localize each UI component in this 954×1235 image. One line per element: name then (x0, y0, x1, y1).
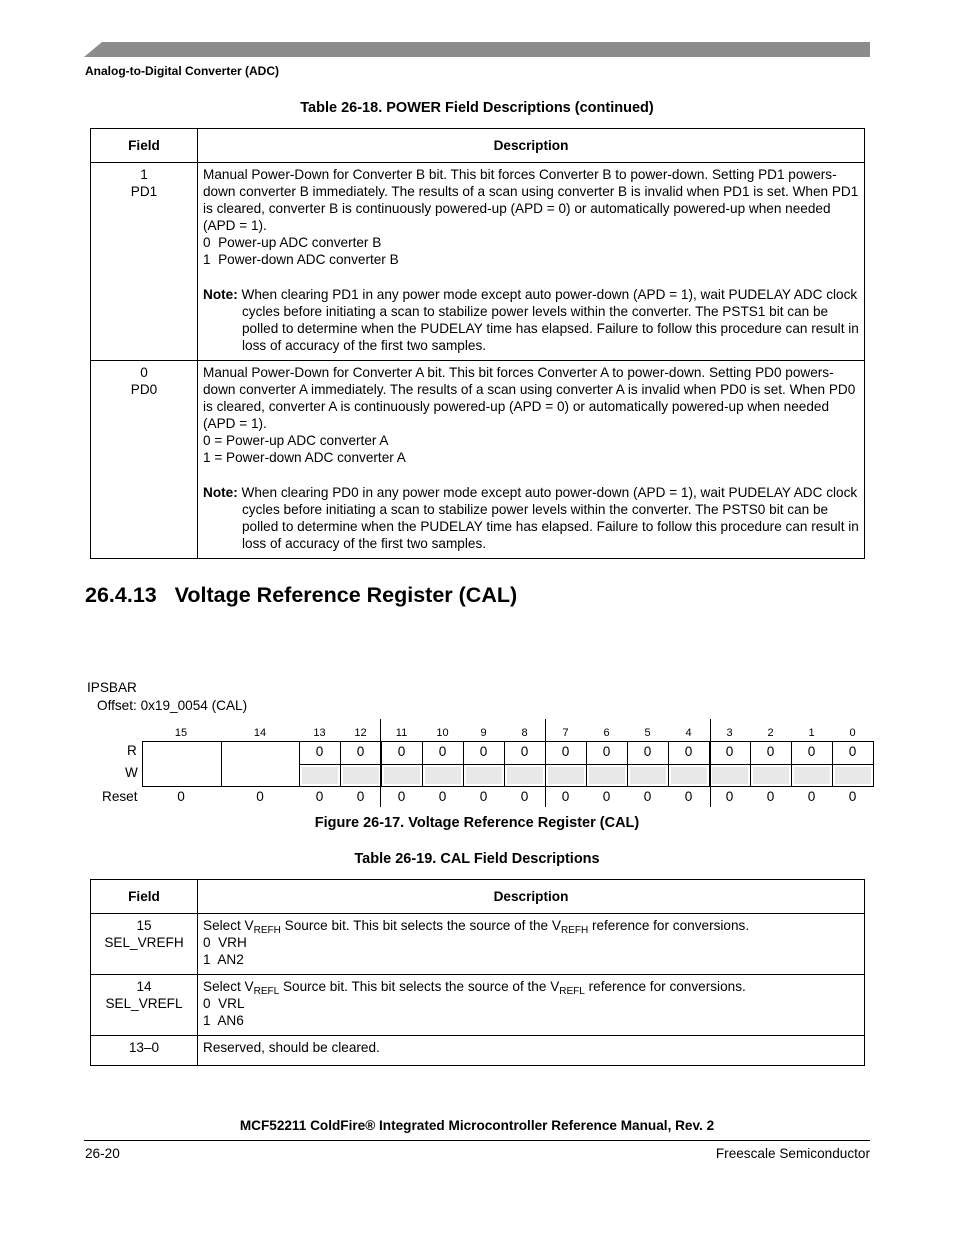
footer-rule (84, 1140, 870, 1141)
bit-number-label: 2 (767, 727, 774, 739)
register-reset-value: 0 (438, 789, 447, 804)
description-cell (198, 163, 865, 361)
option-0: 0 VRH (203, 935, 247, 950)
bit-number: 15 (136, 918, 152, 933)
bit-number-label: 12 (354, 727, 367, 739)
note-text: When clearing PD0 in any power mode except auto power-down (APD = 1), wait PUDELAY ADC clock cycles before initiating a scan to stabilize power levels within the converter. The PSTS0 bit can be polled to determine when the PUDELAY time has elapsed. Failure to follow this procedure can result in loss of accuracy of the first two samples. (241, 485, 859, 551)
field-cell (91, 361, 198, 559)
note-label: Note: (203, 287, 238, 302)
register-w-shade (507, 767, 543, 784)
text-part: Select V (203, 918, 254, 933)
description-cell (198, 914, 865, 975)
bit-number-label: 0 (849, 727, 856, 739)
subscript: REFH (253, 925, 281, 936)
col-description: Description (198, 880, 865, 914)
register-reset-value: 0 (315, 789, 324, 804)
text-part: reference for conversions. (584, 979, 746, 994)
description-text (203, 917, 859, 934)
description-cell (198, 1036, 865, 1066)
field-cell (91, 914, 198, 975)
description-text (203, 978, 859, 995)
register-r-value: 0 (356, 744, 365, 759)
register-w-shade (671, 767, 707, 784)
bit-number-label: 9 (480, 727, 487, 739)
register-r-value: 0 (602, 744, 611, 759)
register-reset-value: 0 (479, 789, 488, 804)
text-part: Select V (203, 979, 254, 994)
register-field-box (142, 741, 222, 787)
option-1: 1 = Power-down ADC converter A (203, 450, 406, 465)
register-r-value: 0 (397, 744, 406, 759)
bit-number-label: 14 (253, 727, 267, 739)
option-1: 1 AN2 (203, 952, 244, 967)
register-r-value: 0 (807, 744, 816, 759)
register-reset-value: 0 (602, 789, 611, 804)
register-r-value: 0 (643, 744, 652, 759)
bit-number: 13–0 (128, 1040, 160, 1055)
footer-company: Freescale Semiconductor (715, 1146, 870, 1161)
register-reset-value: 0 (397, 789, 406, 804)
register-w-shade (753, 767, 789, 784)
register-reset-value: 0 (807, 789, 816, 804)
power-field-table (90, 128, 865, 559)
register-offset: Offset: 0x19_0054 (CAL) (97, 698, 248, 713)
register-w-shade (712, 767, 748, 784)
register-r-value: 0 (561, 744, 570, 759)
figure-caption: Figure 26-17. Voltage Reference Register (CAL) (314, 815, 640, 831)
register-w-shade (630, 767, 666, 784)
option-0: 0 VRL (203, 996, 245, 1011)
register-r-value: 0 (479, 744, 488, 759)
option-0: 0 = Power-up ADC converter A (203, 433, 389, 448)
section-title: 26.4.13 Voltage Reference Register (CAL) (85, 583, 518, 607)
register-w-shade (589, 767, 625, 784)
option-1: 1 AN6 (203, 1013, 244, 1028)
register-reset-value: 0 (643, 789, 652, 804)
note (203, 484, 859, 552)
description-text: Reserved, should be cleared. (203, 1040, 380, 1055)
note-text: When clearing PD1 in any power mode except auto power-down (APD = 1), wait PUDELAY ADC clock cycles before initiating a scan to stabilize power levels within the converter. The PSTS1 bit can be polled to determine when the PUDELAY time has elapsed. Failure to follow this procedure can result in loss of accuracy of the first two samples. (241, 287, 859, 353)
option-0: 0 Power-up ADC converter B (203, 235, 382, 250)
bit-name: SEL_VREFL (105, 996, 183, 1011)
option-1: 1 Power-down ADC converter B (203, 252, 399, 267)
description-cell (198, 975, 865, 1036)
cal-field-table (90, 879, 865, 1066)
bit-number: 14 (136, 979, 152, 994)
register-r-value: 0 (684, 744, 693, 759)
register-base: IPSBAR (87, 680, 137, 695)
col-field: Field (91, 880, 198, 914)
register-w-shade (548, 767, 584, 784)
table-row (91, 914, 865, 975)
bit-number-label: 1 (808, 727, 815, 739)
text-part: reference for conversions. (588, 918, 750, 933)
bit-name: SEL_VREFH (104, 935, 184, 950)
col-description: Description (198, 129, 865, 163)
register-r-value: 0 (438, 744, 447, 759)
register-reset-value: 0 (561, 789, 570, 804)
table-header-row (91, 880, 865, 914)
bit-number-label: 4 (685, 727, 692, 739)
register-w-shade (794, 767, 830, 784)
register-reset-value: 0 (177, 789, 185, 804)
bit-number-label: 3 (726, 727, 733, 739)
bit-number-label: 10 (436, 727, 449, 739)
register-reset-value: 0 (356, 789, 365, 804)
field-cell (91, 1036, 198, 1066)
bit-number-label: 15 (174, 727, 188, 739)
register-r-value: 0 (848, 744, 857, 759)
row-label-w: W (125, 765, 138, 780)
description-cell (198, 361, 865, 559)
bit-number-label: 11 (395, 727, 408, 739)
description-text: Manual Power-Down for Converter B bit. This bit forces Converter B to power-down. Setting PD1 powers-down converter B immediately. The results of a scan using converter B is invalid when PD1 is set. When PD1 is cleared, converter B is continuously powered-up (APD = 0) or automatically powered-up when needed (APD = 1). (203, 167, 859, 233)
field-cell (91, 163, 198, 361)
page-number: 26-20 (85, 1146, 120, 1161)
running-head: Analog-to-Digital Converter (ADC) (85, 64, 279, 78)
register-reset-value: 0 (520, 789, 529, 804)
register-r-value: 0 (315, 744, 324, 759)
register-field-box (221, 741, 300, 787)
register-r-value: 0 (766, 744, 775, 759)
table-header-row (91, 129, 865, 163)
register-w-shade (384, 767, 420, 784)
register-reset-value: 0 (256, 789, 264, 804)
table1-caption: Table 26-18. POWER Field Descriptions (continued) (300, 100, 654, 116)
table-row (91, 1036, 865, 1066)
register-r-value: 0 (725, 744, 734, 759)
register-reset-value: 0 (848, 789, 857, 804)
register-reset-value: 0 (766, 789, 775, 804)
bit-number-label: 7 (562, 727, 569, 739)
register-reset-value: 0 (725, 789, 734, 804)
text-part: Source bit. This bit selects the source of the V (280, 918, 561, 933)
col-field: Field (91, 129, 198, 163)
bit-name: PD1 (130, 184, 158, 199)
register-w-shade (302, 767, 338, 784)
table-row (91, 163, 865, 361)
row-label-reset: Reset (102, 789, 138, 804)
register-w-shade (425, 767, 461, 784)
header-bar (84, 42, 870, 57)
table-row (91, 975, 865, 1036)
bit-number-label: 5 (644, 727, 651, 739)
bit-name: PD0 (130, 382, 158, 397)
bit-number-label: 8 (521, 727, 528, 739)
bit-number: 1 (140, 167, 148, 182)
register-w-shade (835, 767, 871, 784)
register-reset-value: 0 (684, 789, 693, 804)
subscript: REFL (253, 986, 280, 997)
register-w-shade (466, 767, 502, 784)
register-r-value: 0 (520, 744, 529, 759)
note-label: Note: (203, 485, 238, 500)
description-text: Manual Power-Down for Converter A bit. This bit forces Converter A to power-down. Setting PD0 powers-down converter A immediately. The results of a scan using converter A is invalid when PD0 is set. When PD0 is cleared, converter A is continuously powered-up (APD = 0) or automatically powered-up when needed (APD = 1). (203, 365, 856, 431)
field-cell (91, 975, 198, 1036)
subscript: REFL (559, 986, 585, 997)
table2-caption: Table 26-19. CAL Field Descriptions (354, 851, 600, 867)
row-label-r: R (127, 743, 137, 758)
bit-number: 0 (140, 365, 148, 380)
bit-number-label: 6 (603, 727, 610, 739)
table-row (91, 361, 865, 559)
subscript: REFH (560, 925, 589, 936)
text-part: Source bit. This bit selects the source of the V (279, 979, 560, 994)
register-w-shade (343, 767, 379, 784)
bit-number-label: 13 (313, 727, 326, 739)
footer-title: MCF52211 ColdFire® Integrated Microcontroller Reference Manual, Rev. 2 (239, 1118, 715, 1133)
note (203, 286, 859, 354)
